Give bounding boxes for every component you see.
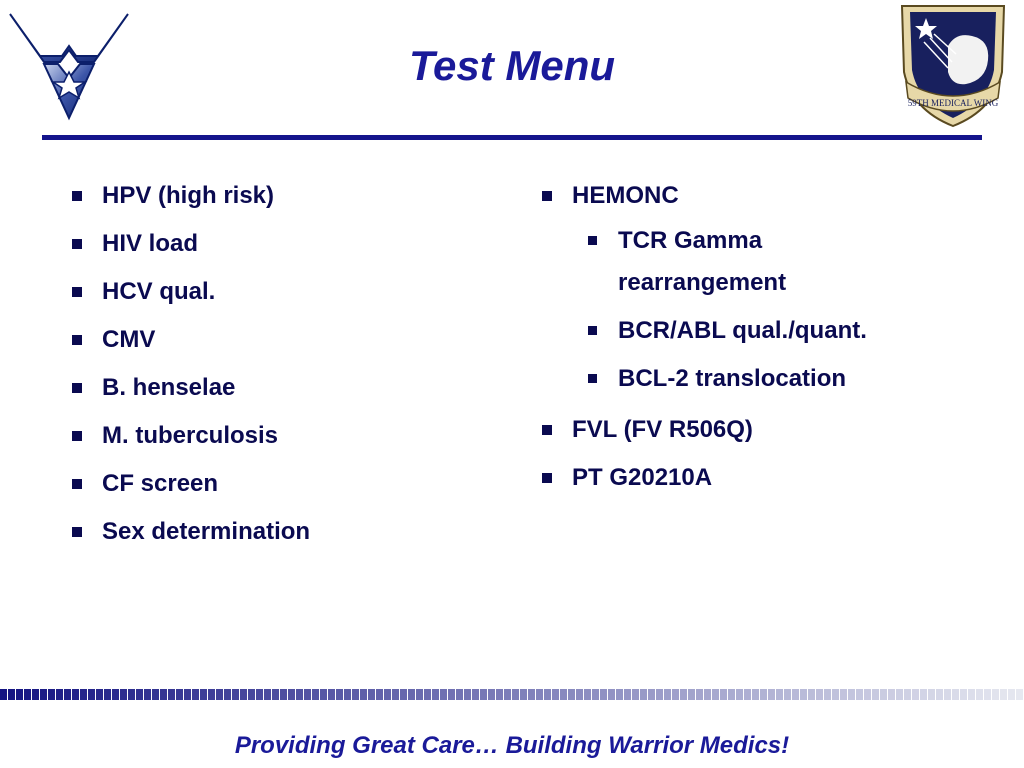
list-item-label: FVL (FV R506Q) — [572, 416, 753, 443]
square-bullet-icon — [588, 374, 597, 383]
square-bullet-icon — [588, 236, 597, 245]
square-bullet-icon — [72, 527, 82, 537]
list-item — [70, 514, 500, 550]
right-test-list — [540, 178, 960, 508]
footer-divider-band — [0, 689, 1024, 700]
list-item-label: M. tuberculosis — [102, 422, 279, 449]
list-item-label: TCR Gamma rearrangement — [618, 227, 787, 296]
square-bullet-icon — [542, 191, 552, 201]
list-item — [70, 466, 500, 502]
list-item-label: HEMONC — [572, 182, 679, 209]
list-item — [70, 418, 500, 454]
list-item — [70, 274, 500, 310]
list-item-label: HPV (high risk) — [102, 182, 275, 209]
square-bullet-icon — [72, 479, 82, 489]
left-test-list — [70, 178, 500, 562]
list-item — [70, 322, 500, 358]
list-item-label: B. henselae — [102, 374, 236, 401]
list-item-label: Sex determination — [102, 518, 311, 545]
list-item-label: HIV load — [102, 230, 199, 257]
list-item — [540, 412, 960, 448]
seal-text: 59TH MEDICAL WING — [907, 98, 999, 108]
sub-list-item — [586, 310, 960, 352]
square-bullet-icon — [72, 191, 82, 201]
list-item-label: BCR/ABL qual./quant. — [618, 317, 867, 344]
title-divider — [42, 135, 982, 140]
list-item — [70, 370, 500, 406]
list-item-label: CF screen — [102, 470, 219, 497]
list-item — [70, 226, 500, 262]
list-item-label: PT G20210A — [572, 464, 713, 491]
list-item-hemonc — [540, 178, 960, 400]
footer-slogan: Providing Great Care… Building Warrior Medics! — [234, 732, 790, 759]
list-item — [540, 460, 960, 496]
slide-title: Test Menu — [408, 42, 616, 89]
square-bullet-icon — [72, 239, 82, 249]
square-bullet-icon — [72, 335, 82, 345]
square-bullet-icon — [72, 287, 82, 297]
list-item-label: CMV — [102, 326, 156, 353]
square-bullet-icon — [542, 425, 552, 435]
sub-list-item — [586, 220, 848, 304]
square-bullet-icon — [542, 473, 552, 483]
square-bullet-icon — [72, 431, 82, 441]
list-item-label: HCV qual. — [102, 278, 216, 305]
square-bullet-icon — [588, 326, 597, 335]
square-bullet-icon — [72, 383, 82, 393]
list-item-label: BCL-2 translocation — [618, 365, 847, 392]
hemonc-sublist — [572, 220, 960, 400]
sub-list-item — [586, 358, 960, 400]
list-item — [70, 178, 500, 214]
